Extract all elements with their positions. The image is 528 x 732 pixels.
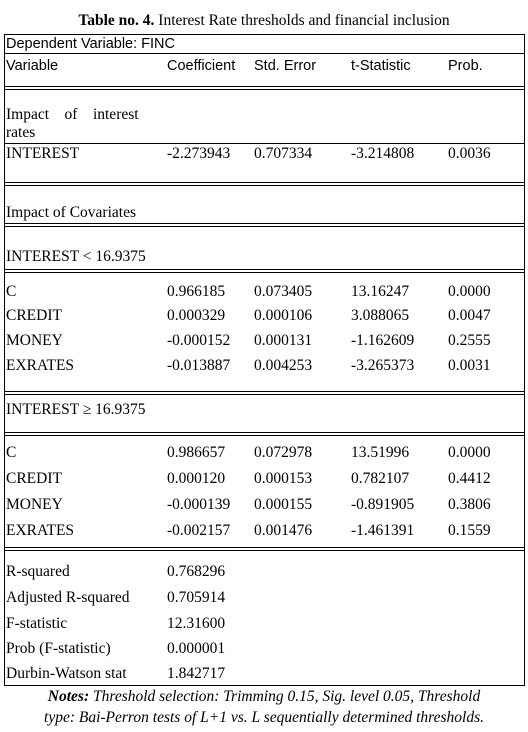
std-error-value: 0.072978 [254,444,313,461]
stat-value: 0.000001 [167,640,226,657]
section-label-interest: Impact of interest [6,106,139,123]
stat-label: Durbin-Watson stat [6,665,127,682]
double-rule [5,182,524,186]
prob-value: 0.0031 [448,357,491,374]
row-label: EXRATES [6,357,75,374]
notes-label: Notes: [47,688,90,705]
dependent-variable-label: Dependent Variable: FINC [6,36,175,52]
table-caption-text: Interest Rate thresholds and financial inclusion [158,12,450,29]
column-header-std-error: Std. Error [254,58,317,74]
prob-value: 0.2555 [448,332,491,349]
t-statistic-value: -0.891905 [351,496,415,513]
stat-value: 1.842717 [167,665,226,682]
table-caption [0,11,528,31]
column-header-coefficient: Coefficient [167,58,236,74]
std-error-value: 0.073405 [254,283,313,300]
regime-label-above: INTEREST ≥ 16.9375 [6,401,146,418]
row-label: MONEY [6,496,63,513]
std-error-value: 0.000153 [254,470,313,487]
std-error-value: 0.000155 [254,496,313,513]
table-notes [0,686,528,728]
coefficient-value: -0.013887 [167,357,231,374]
t-statistic-value: 13.51996 [351,444,410,461]
coefficient-value: -0.002157 [167,522,231,539]
t-statistic-value: 13.16247 [351,283,410,300]
stat-label: Prob (F-statistic) [6,640,111,657]
row-label: MONEY [6,332,63,349]
row-label: CREDIT [6,470,62,487]
coefficient-value: -2.273943 [167,145,231,162]
stat-value: 0.768296 [167,563,226,580]
std-error-value: 0.000131 [254,332,313,349]
column-header-t-statistic: t-Statistic [351,58,411,74]
coefficient-value: 0.000120 [167,470,226,487]
section-label-interest-cont: rates [6,124,36,141]
coefficient-value: -0.000152 [167,332,231,349]
stat-label: Adjusted R-squared [6,589,130,606]
table-caption-label: Table no. 4. [78,12,155,29]
stat-value: 0.705914 [167,589,226,606]
t-statistic-value: -3.214808 [351,145,415,162]
prob-value: 0.1559 [448,522,491,539]
stat-label: F-statistic [6,615,68,632]
rule [5,53,524,54]
coefficient-value: 0.000329 [167,307,226,324]
notes-line-1 [0,686,528,707]
prob-value: 0.0000 [448,283,491,300]
stat-label: R-squared [6,563,70,580]
prob-value: 0.3806 [448,496,491,513]
double-rule [5,547,524,551]
column-header-variable: Variable [6,58,59,74]
t-statistic-value: 0.782107 [351,470,410,487]
std-error-value: 0.004253 [254,357,313,374]
t-statistic-value: 3.088065 [351,307,410,324]
rule [5,143,524,144]
t-statistic-value: -1.162609 [351,332,415,349]
prob-value: 0.0000 [448,444,491,461]
coefficient-value: 0.966185 [167,283,226,300]
coefficient-value: -0.000139 [167,496,231,513]
std-error-value: 0.000106 [254,307,313,324]
prob-value: 0.0036 [448,145,491,162]
double-rule [5,269,524,273]
double-rule [5,432,524,436]
regime-label-below: INTEREST < 16.9375 [6,248,146,265]
row-label: INTEREST [6,145,80,162]
column-header-prob: Prob. [448,58,483,74]
prob-value: 0.4412 [448,470,491,487]
coefficient-value: 0.986657 [167,444,226,461]
row-label: EXRATES [6,522,75,539]
row-label: C [6,444,17,461]
stat-value: 12.31600 [167,615,226,632]
std-error-value: 0.707334 [254,145,313,162]
double-rule [5,223,524,227]
row-label: CREDIT [6,307,62,324]
notes-text-1: Threshold selection: Trimming 0.15, Sig. level 0.05, Threshold [93,688,481,705]
std-error-value: 0.001476 [254,522,313,539]
section-label-covariates: Impact of Covariates [6,204,136,221]
t-statistic-value: -3.265373 [351,357,415,374]
double-rule [5,391,524,395]
double-rule [5,86,524,90]
row-label: C [6,283,17,300]
regression-table [4,34,525,686]
prob-value: 0.0047 [448,307,491,324]
t-statistic-value: -1.461391 [351,522,415,539]
notes-line-2: type: Bai-Perron tests of L+1 vs. L sequentially determined thresholds. [44,709,484,726]
